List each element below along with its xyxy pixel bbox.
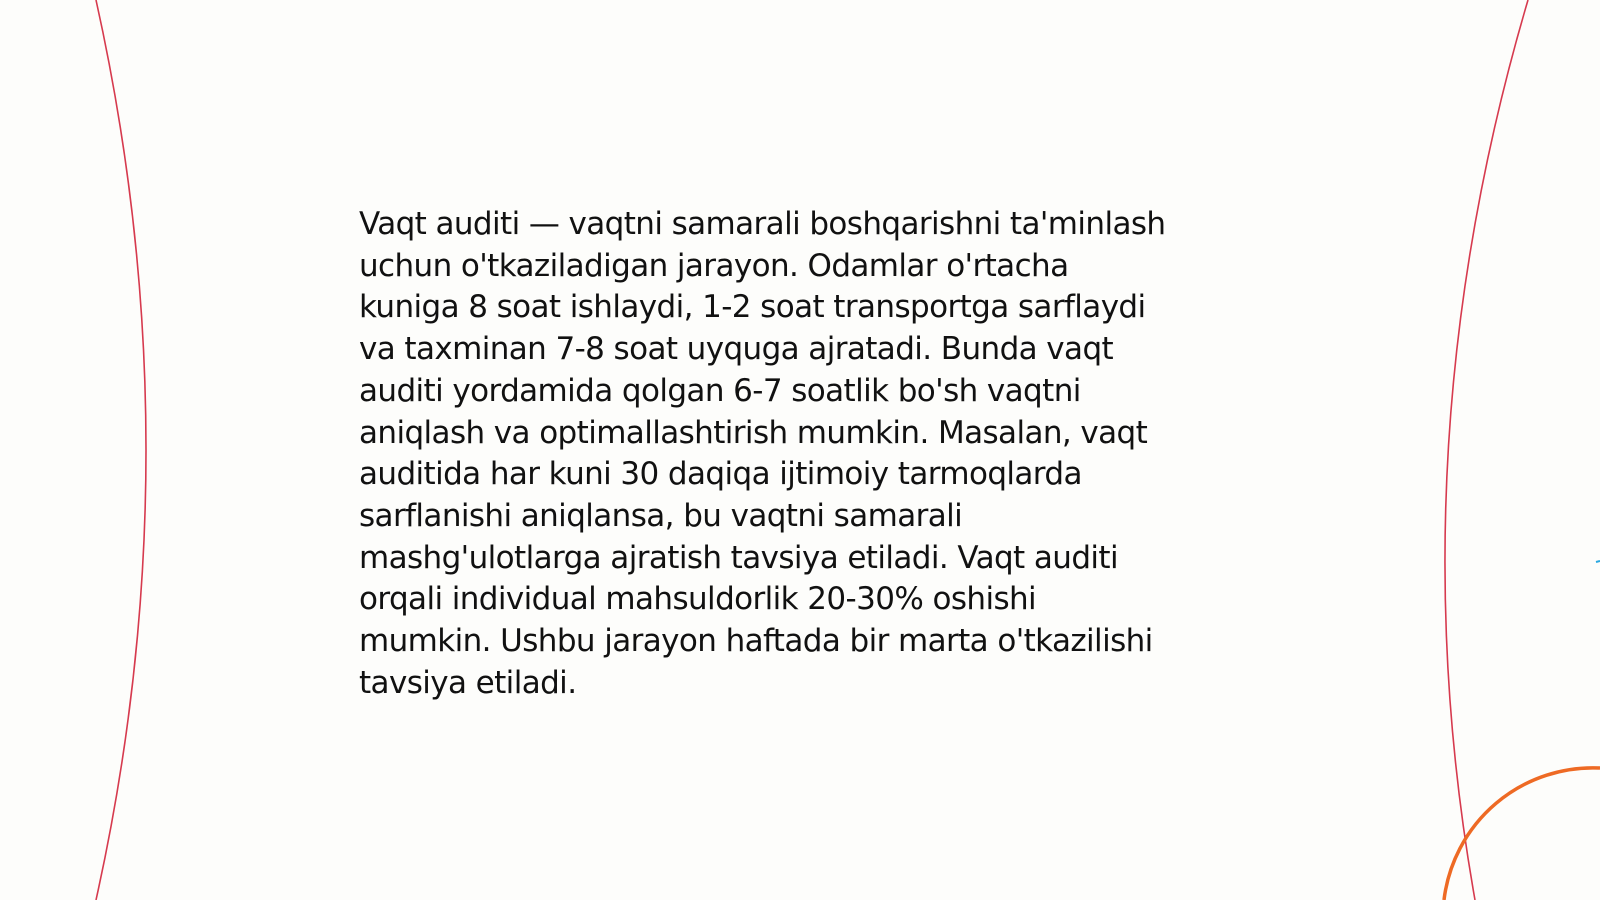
- blue-accent-mark: [1596, 561, 1600, 562]
- right-curve-line: [1445, 0, 1528, 900]
- orange-arc: [1444, 768, 1600, 900]
- left-curve-line: [96, 0, 146, 900]
- slide-paragraph: Vaqt auditi — vaqtni samarali boshqarishni ta'minlash uchun o'tkaziladigan jarayon. Odamlar o'rtacha kuniga 8 soat ishlaydi, 1-2 soat transportga sarflaydi va taxminan 7-8 soat uyquga ajratadi. Bunda vaqt auditi yordamida qolgan 6-7 soatlik bo'sh vaqtni aniqlash va optimallashtirish mumkin. Masalan, vaqt auditida har kuni 30 daqiqa ijtimoiy tarmoqlarda sarflanishi aniqlansa, bu vaqtni samarali mashg'ulotlarga ajratish tavsiya etiladi. Vaqt auditi orqali individual mahsuldorlik 20-30% oshishi mumkin. Ushbu jarayon haftada bir marta o'tkazilishi tavsiya etiladi.: [359, 206, 1166, 701]
